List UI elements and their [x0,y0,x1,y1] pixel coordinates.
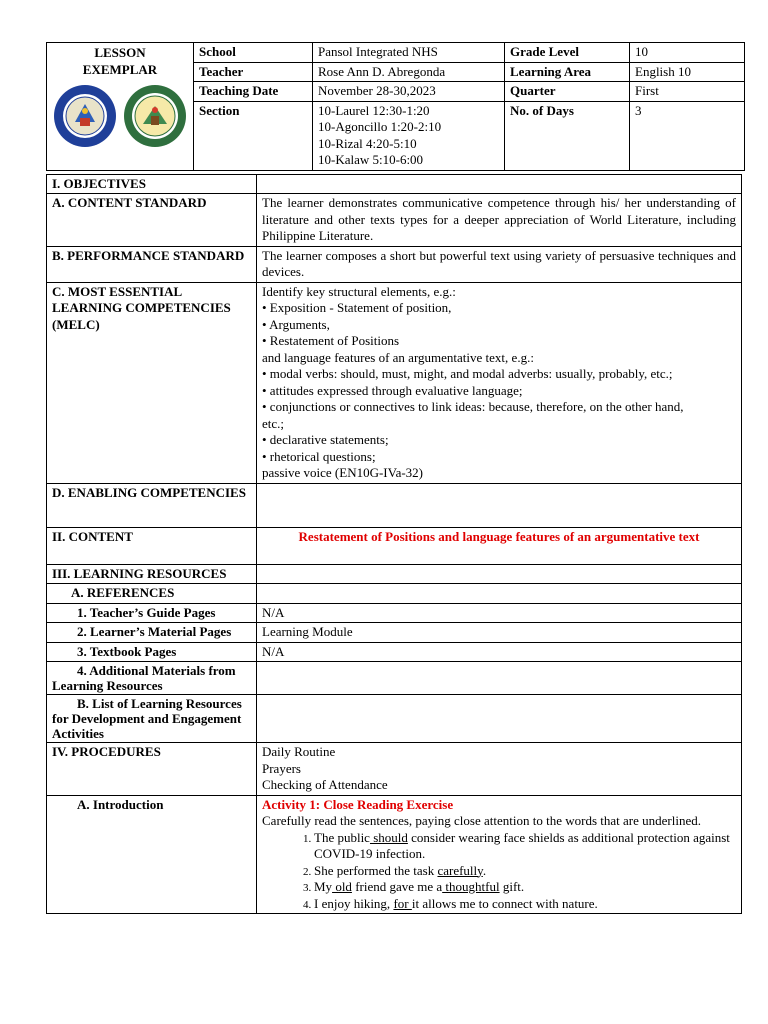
learning-resources-value [257,564,742,584]
item-text: My [314,879,333,894]
school-value: Pansol Integrated NHS [313,43,505,63]
list-item [314,896,736,913]
melc-line: • Restatement of Positions [262,333,400,348]
learners-material-label-text: 2. Learner’s Material Pages [77,624,232,639]
list-item [314,863,736,880]
section-values [313,101,505,170]
melc-line: • Exposition - Statement of position, [262,300,452,315]
underlined-word: thoughtful [442,879,500,894]
body-table [46,174,742,915]
additional-materials-value [257,662,742,695]
learning-area-value: English 10 [630,62,745,82]
learning-area-label: Learning Area [505,62,630,82]
melc-content [257,282,742,483]
item-text: consider wearing face shields as additional protection against COVID-19 infection. [314,829,730,861]
underlined-word: old [332,879,352,894]
grade-level-label: Grade Level [505,43,630,63]
learning-resources-label: III. LEARNING RESOURCES [47,564,257,584]
melc-line: • declarative statements; [262,432,389,447]
activity-instruction: Carefully read the sentences, paying close attention to the words that are underlined. [262,813,701,828]
item-text: The public [314,829,370,845]
objectives-heading: I. OBJECTIVES [47,174,257,194]
underlined-word: for [393,895,412,911]
melc-line: • attitudes expressed through evaluative language; [262,382,523,398]
melc-line: • Arguments, [262,316,330,332]
underlined-word: carefully [437,862,483,878]
melc-label: C. MOST ESSENTIAL LEARNING COMPETENCIES (MELC) [47,282,257,483]
content-standard-text: The learner demonstrates communicative competence through his/ her understanding of literature and other texts types for a deeper appreciation of World Literature, including Philippine Literature. [257,194,742,247]
item-text: She performed the task [314,862,438,878]
teaching-date-value: November 28-30,2023 [313,82,505,102]
school-label: School [194,43,313,63]
additional-materials-label-text: 4. Additional Materials from Learning Resources [52,663,236,693]
enabling-competencies-value [257,483,742,527]
item-text: it allows me to connect with nature. [411,895,598,911]
deped-seal-icon [53,84,117,148]
list-of-resources-label [47,695,257,743]
references-label: A. REFERENCES [47,584,257,604]
item-text: friend gave me a [351,879,443,894]
title-line1: LESSON [94,45,146,60]
procedures-routine [257,743,742,796]
melc-line: • rhetorical questions; [262,448,376,464]
content-text: Restatement of Positions and language features of an argumentative text [257,527,742,564]
grade-level-value: 10 [630,43,745,63]
section-line: 10-Agoncillo 1:20-2:10 [318,119,442,134]
item-text: I enjoy hiking, [314,895,394,911]
performance-standard-label: B. PERFORMANCE STANDARD [47,246,257,282]
lesson-exemplar-document [46,42,744,914]
learners-material-value: Learning Module [257,623,742,643]
melc-line: Identify key structural elements, e.g.: [262,283,456,299]
header-table [46,42,745,171]
teaching-date-label: Teaching Date [194,82,313,102]
content-standard-label: A. CONTENT STANDARD [47,194,257,247]
section-label: Section [194,101,313,170]
performance-standard-text: The learner composes a short but powerful text using variety of persuasive techniques and devices. [257,246,742,282]
no-of-days-value: 3 [630,101,745,170]
teachers-guide-value: N/A [257,603,742,623]
additional-materials-label [47,662,257,695]
content-label: II. CONTENT [47,527,257,564]
melc-line: and language features of an argumentative text, e.g.: [262,349,534,365]
textbook-pages-label: 3. Textbook Pages [47,642,257,662]
routine-line: Checking of Attendance [262,777,388,792]
quarter-label: Quarter [505,82,630,102]
list-of-resources-label-text: B. List of Learning Resources for Development and Engagement Activities [52,696,242,741]
routine-line: Prayers [262,760,301,776]
teachers-guide-label: 1. Teacher’s Guide Pages [47,603,257,623]
sentence-list [262,830,736,913]
section-line: 10-Kalaw 5:10-6:00 [318,152,424,167]
melc-line: • modal verbs: should, must, might, and modal adverbs: usually, probably, etc.; [262,366,673,381]
enabling-competencies-label: D. ENABLING COMPETENCIES [47,483,257,527]
quarter-value: First [630,82,745,102]
melc-line: • conjunctions or connectives to link ideas: because, therefore, on the other hand, [262,399,684,414]
school-seal-icon [123,84,187,148]
section-line: 10-Rizal 4:20-5:10 [318,135,417,151]
section-line: 10-Laurel 12:30-1:20 [318,102,430,118]
list-item [314,830,736,863]
learners-material-label [47,623,257,643]
list-item [314,879,736,896]
no-of-days-label: No. of Days [505,101,630,170]
introduction-content [257,795,742,914]
activity-title: Activity 1: Close Reading Exercise [262,796,454,812]
objectives-empty [257,174,742,194]
title-line2: EXEMPLAR [82,61,158,77]
introduction-label: A. Introduction [47,795,257,914]
references-value [257,584,742,604]
routine-line: Daily Routine [262,744,336,759]
lesson-exemplar-title-cell [47,43,194,171]
textbook-pages-value: N/A [257,642,742,662]
item-text: gift. [499,879,525,894]
list-of-resources-value [257,695,742,743]
teacher-value: Rose Ann D. Abregonda [313,62,505,82]
melc-line: passive voice (EN10G-IVa-32) [262,465,424,480]
melc-line: etc.; [262,415,285,431]
item-text: . [482,862,487,878]
underlined-word: should [369,829,408,845]
teacher-label: Teacher [194,62,313,82]
procedures-label: IV. PROCEDURES [47,743,257,796]
